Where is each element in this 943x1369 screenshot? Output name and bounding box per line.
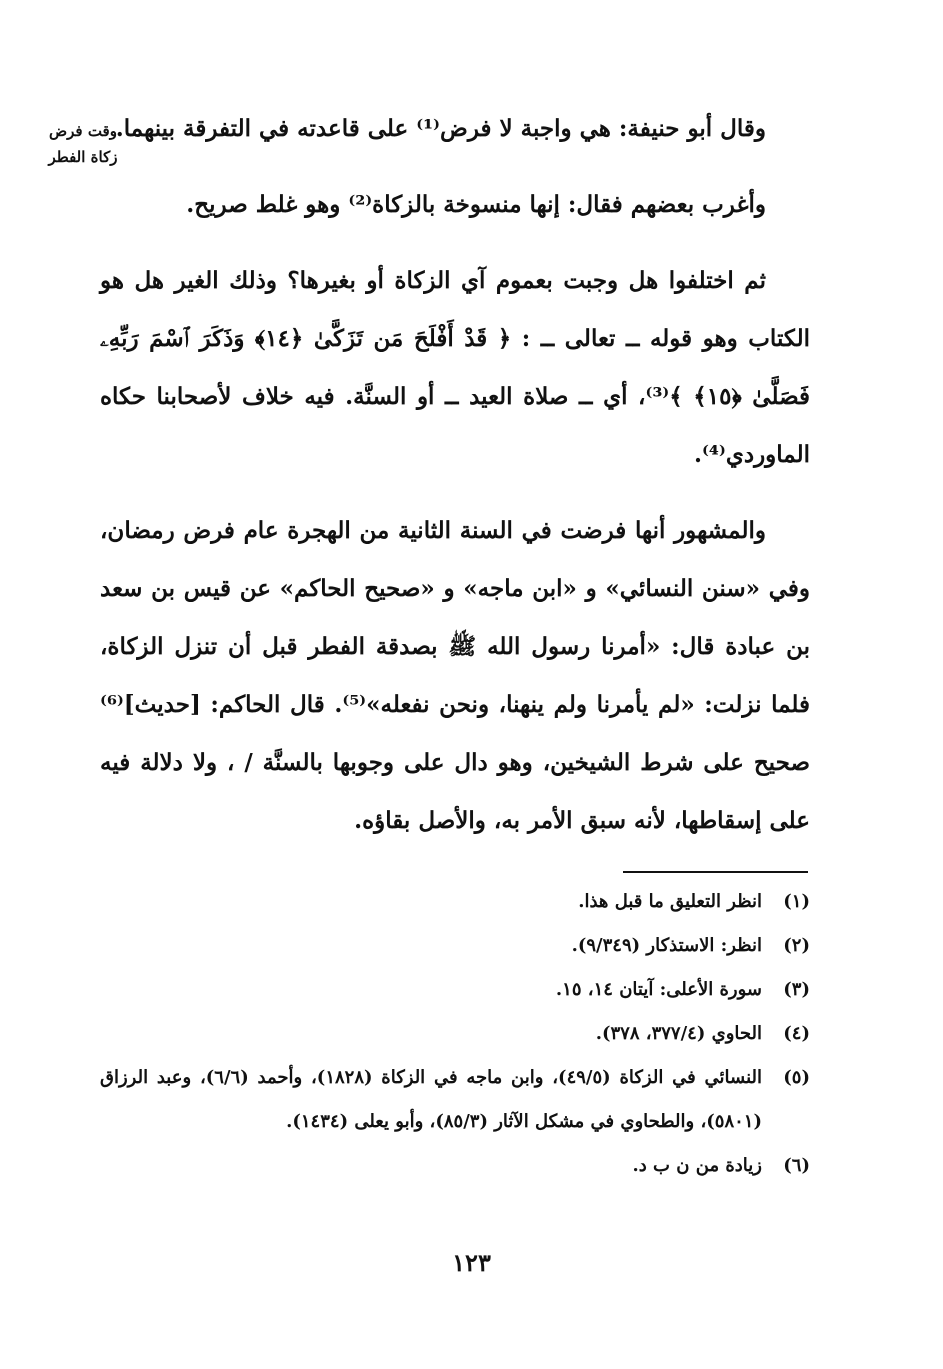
footnote-item	[100, 1056, 810, 1144]
footnote-item	[100, 968, 810, 1012]
paragraph-disagreement: ثم اختلفوا هل وجبت بعموم آي الزكاة أو بغيرها؟ وذلك الغير هل هو الكتاب وهو قوله ــ تعالى ــ : ﴿ قَدْ أَفْلَحَ مَن تَزَكَّىٰ ﴿١٤﴾ وَذَكَرَ ٱسْمَ رَبِّهِۦ فَصَلَّىٰ ﴿١٥﴾ ﴾⁽³⁾، أي ــ صلاة العيد ــ أو السنَّة. فيه خلاف لأصحابنا حكاه الماوردي⁽⁴⁾.	[100, 267, 811, 468]
footnote-item	[100, 880, 810, 924]
paragraph-well-known-view: والمشهور أنها فرضت في السنة الثانية من الهجرة عام فرض رمضان، وفي «سنن النسائي» و «ابن ماجه» و «صحيح الحاكم» عن قيس بن سعد بن عبادة قال: «أمرنا رسول الله ﷺ بصدقة الفطر قبل أن تنزل الزكاة، فلما نزلت: «لم يأمرنا ولم ينهنا، ونحن نفعله»⁽⁵⁾. قال الحاكم: [حديث]⁽⁶⁾ صحيح على شرط الشيخين، وهو دال على وجوبها بالسنَّة / ، ولا دلالة فيه على إسقاطها، لأنه سبق الأمر به، والأصل بقاؤه.	[100, 517, 810, 834]
footnote-text: انظر التعليق ما قبل هذا.	[578, 891, 762, 912]
footnote-item	[100, 1012, 810, 1056]
footnote-text: انظر: الاستذكار (٩/٣٤٩).	[571, 935, 762, 956]
footnote-number: (٥)	[783, 1067, 810, 1088]
footnote-divider	[623, 871, 808, 873]
footnote-number: (٤)	[783, 1023, 810, 1044]
paragraph-abrogation: وأغرب بعضهم فقال: إنها منسوخة بالزكاة⁽²⁾ وهو غلط صريح.	[186, 191, 766, 218]
footnote-text: سورة الأعلى: آيتان ١٤، ١٥.	[555, 979, 762, 1000]
margin-note-line-2: زكاة الفطر	[48, 148, 118, 166]
paragraph-abu-hanifa: وقال أبو حنيفة: هي واجبة لا فرض⁽¹⁾ على قاعدته في التفرقة بينهما.	[115, 115, 766, 142]
footnote-text: زيادة من ن ب د.	[632, 1155, 762, 1176]
footnotes	[100, 880, 810, 1188]
footnote-number: (١)	[783, 891, 810, 912]
footnote-text: الحاوي (٣٧٧/٤، ٣٧٨).	[595, 1023, 762, 1044]
footnote-number: (٢)	[783, 935, 810, 956]
main-text	[100, 100, 810, 868]
footnote-item	[100, 924, 810, 968]
footnote-item	[100, 1144, 810, 1188]
margin-note-line-1: وقت فرض	[49, 122, 117, 140]
footnote-number: (٣)	[783, 979, 810, 1000]
page-number: ١٢٣	[452, 1248, 491, 1277]
footnote-number: (٦)	[783, 1155, 810, 1176]
footnote-text: النسائي في الزكاة (٤٩/٥)، وابن ماجه في الزكاة (١٨٢٨)، وأحمد (٦/٦)، وعبد الرزاق (٥٨٠١)، والطحاوي في مشكل الآثار (٨٥/٣)، وأبو يعلى (١٤٣٤).	[100, 1067, 763, 1132]
